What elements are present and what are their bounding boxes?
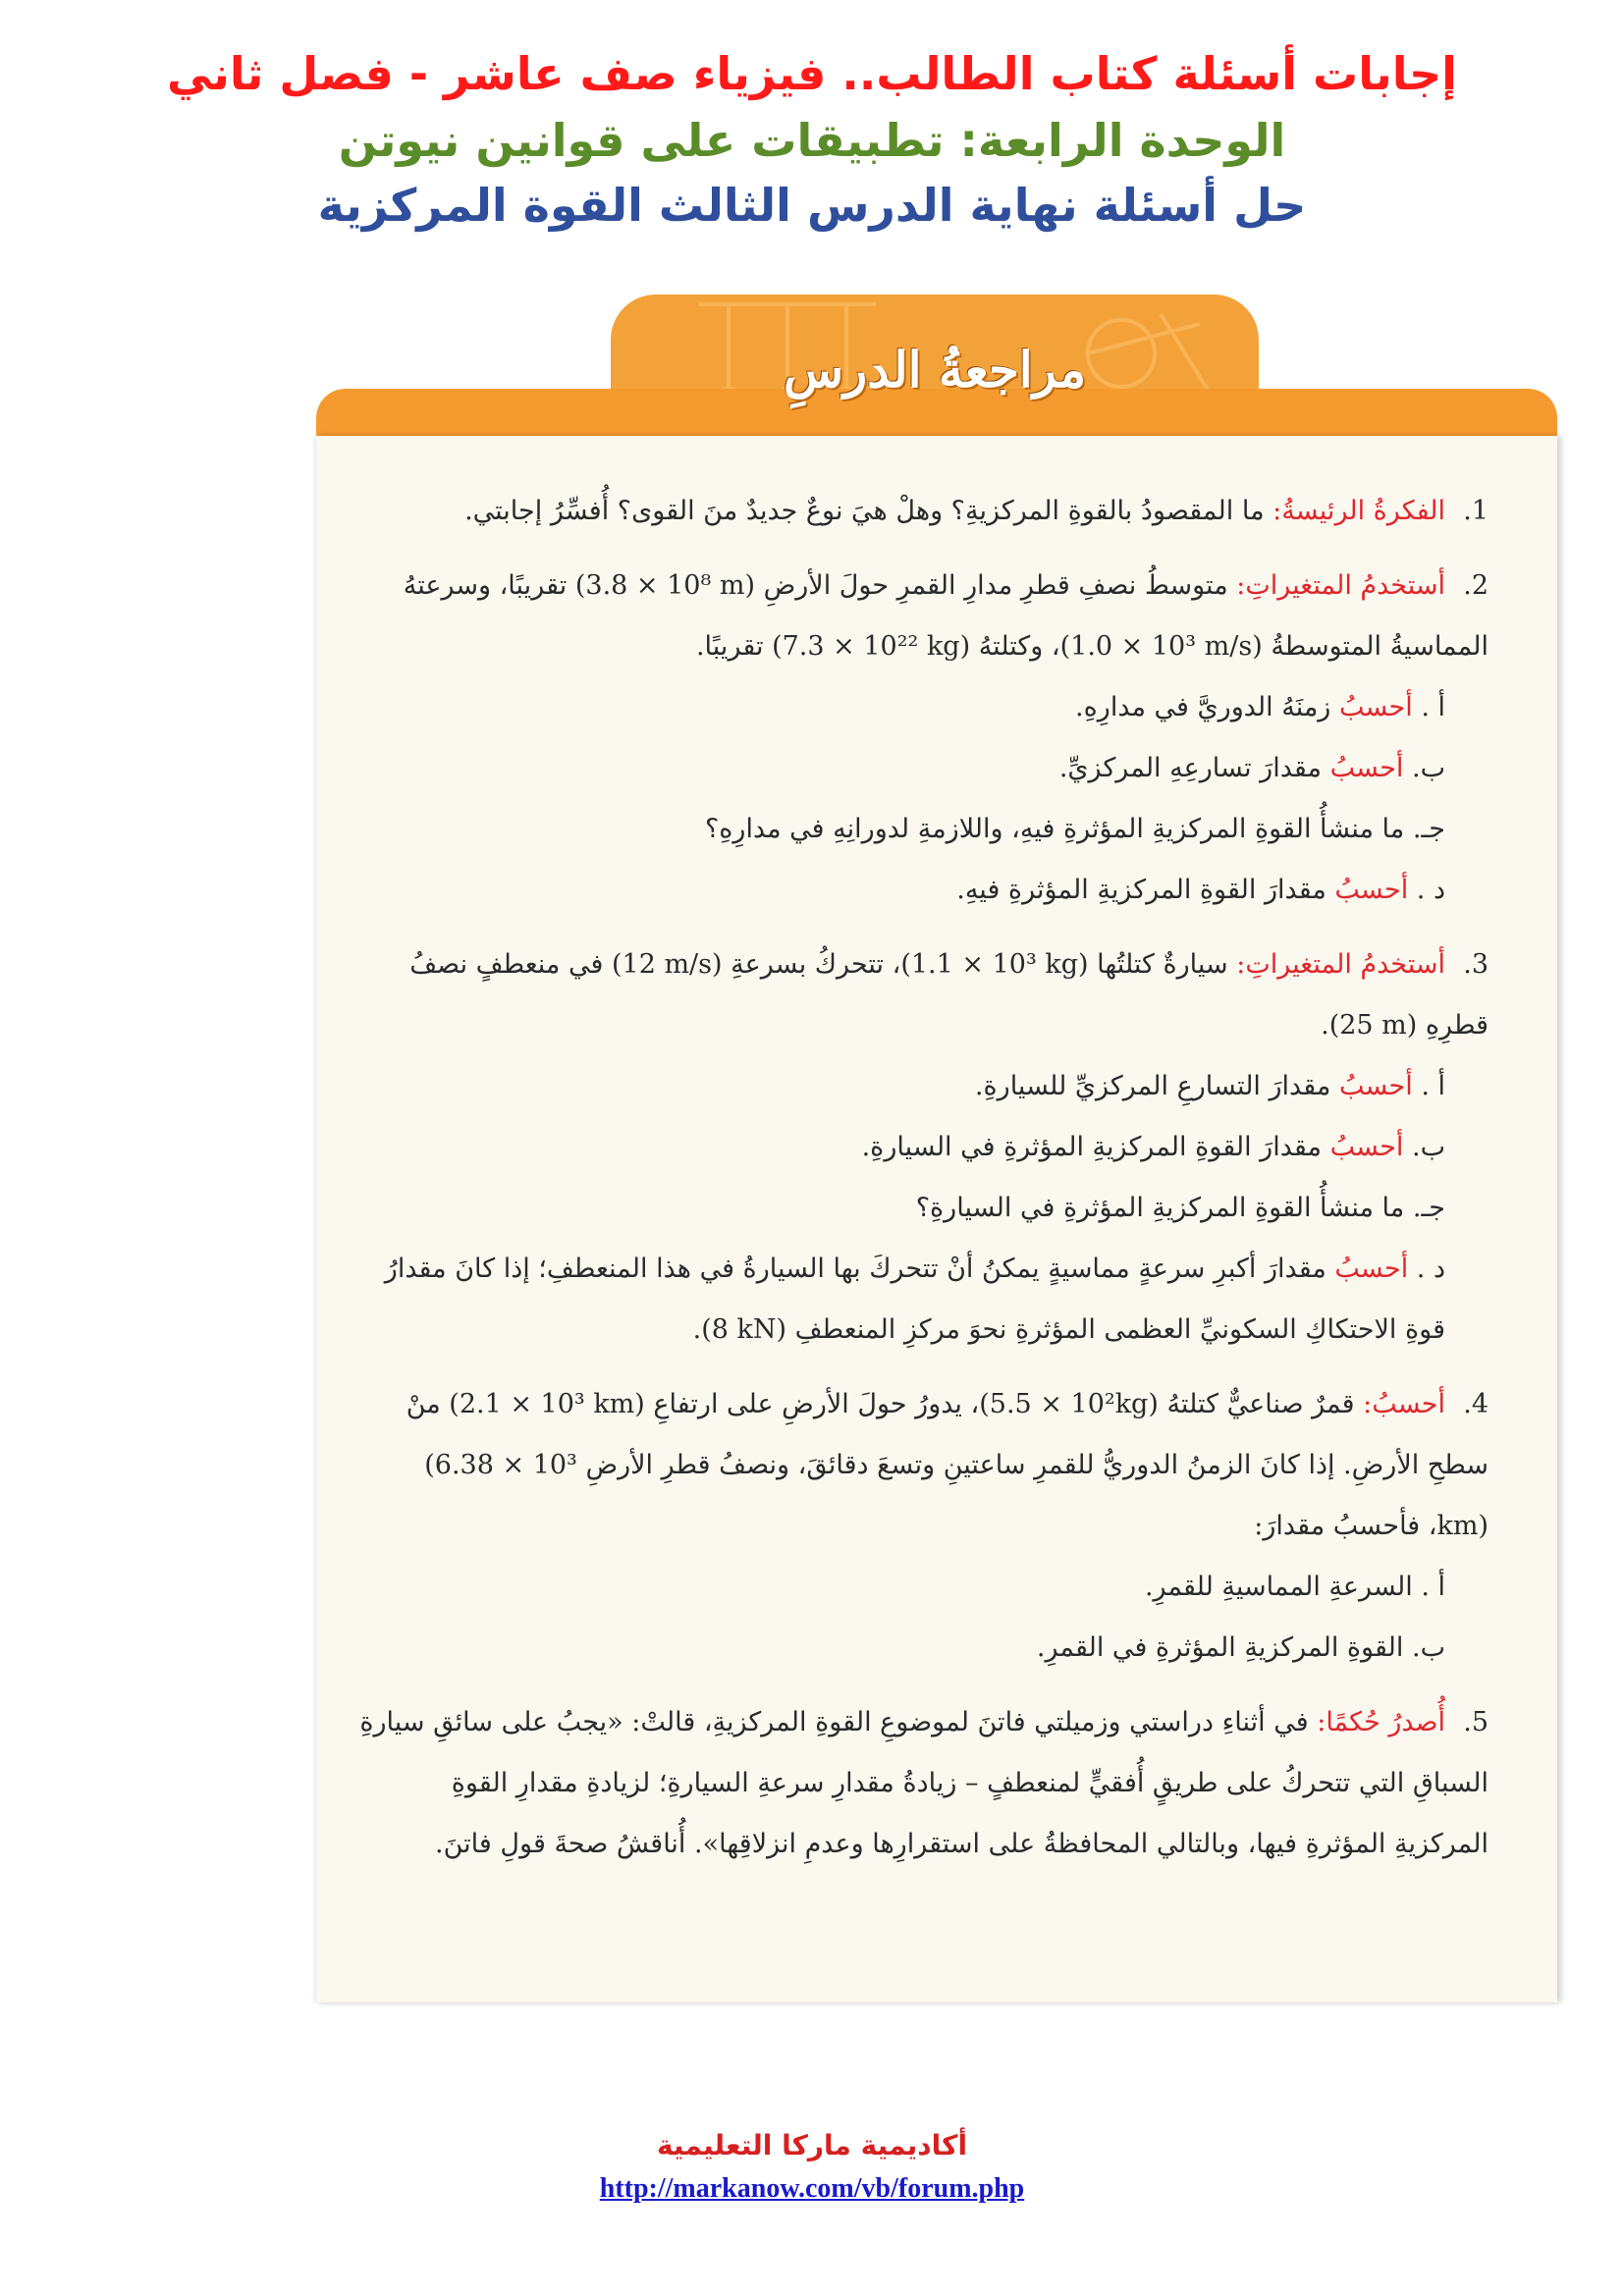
question-keyword: أحسبُ: xyxy=(1363,1389,1445,1419)
sub-text: ما منشأُ القوةِ المركزيةِ المؤثرةِ في السيارةِ؟ xyxy=(915,1193,1413,1223)
question-text: في منعطفٍ نصفُ قطرِهِ xyxy=(409,949,1489,1041)
value: (2.1 × 10³ km) xyxy=(449,1389,645,1419)
question-number: 1. xyxy=(1463,496,1489,526)
sub-label: د . xyxy=(1416,1254,1445,1284)
question-text: سيارةٌ كتلتُها xyxy=(1088,949,1237,980)
page-footer xyxy=(0,2124,1624,2211)
unit-title: الوحدة الرابعة: تطبيقات على قوانين نيوتن xyxy=(338,114,1286,167)
sub-question xyxy=(359,1618,1489,1679)
question-number: 5. xyxy=(1463,1707,1489,1737)
sub-question xyxy=(359,1178,1489,1239)
sub-label: ب. xyxy=(1411,1632,1445,1663)
question-4 xyxy=(359,1374,1489,1679)
sub-label: ب. xyxy=(1411,753,1445,783)
question-2 xyxy=(359,556,1489,921)
sub-label: د . xyxy=(1416,875,1445,905)
sub-text: مقدارَ التسارعِ المركزيِّ للسيارةِ. xyxy=(974,1071,1339,1101)
sub-keyword: أحسبُ xyxy=(1334,875,1409,905)
value: (8 kN) xyxy=(701,1314,787,1345)
sub-keyword: أحسبُ xyxy=(1329,1132,1404,1162)
sub-question xyxy=(359,1117,1489,1178)
question-text: ما المقصودُ بالقوةِ المركزيةِ؟ وهلْ هيَ نوعٌ جديدٌ منَ القوى؟ أُفسِّرُ إجابتي. xyxy=(464,496,1273,526)
question-keyword: أُصدرُ حُكمًا: xyxy=(1317,1707,1445,1737)
page-header xyxy=(0,39,1624,238)
value: (12 m/s) xyxy=(611,949,723,980)
value: (3.8 × 10⁸ m) xyxy=(574,570,756,601)
sub-text: مقدارَ تسارعِهِ المركزيِّ. xyxy=(1058,753,1330,783)
question-text: ، وكتلتهُ xyxy=(970,631,1060,662)
sub-text: ما منشأُ القوةِ المركزيةِ المؤثرةِ فيهِ، واللازمةِ لدورانِهِ في مدارِهِ؟ xyxy=(704,814,1413,844)
question-keyword: أستخدمُ المتغيراتِ: xyxy=(1236,949,1445,980)
sub-label: ب. xyxy=(1411,1132,1445,1162)
footer-link[interactable]: http://markanow.com/vb/forum.php xyxy=(599,2173,1025,2204)
question-keyword: أستخدمُ المتغيراتِ: xyxy=(1236,570,1445,601)
lesson-title: حل أسئلة نهاية الدرس الثالث القوة المركزية xyxy=(317,179,1307,232)
question-1 xyxy=(359,481,1489,542)
sub-text: مقدارَ القوةِ المركزيةِ المؤثرةِ فيهِ. xyxy=(956,875,1335,905)
question-text: في أثناءِ دراستي وزميلتي فاتنَ لموضوعِ القوةِ المركزيةِ، قالتْ: «يجبُ على سائقِ سيارةِ السباقِ التي تتحركُ على طريقٍ أُفقيٍّ لمنعطفٍ – زيادةُ مقدارِ سرعةِ السيارةِ؛ لزيادةِ مقدارِ القوةِ المركزيةِ المؤثرةِ فيها، وبالتالي المحافظةُ على استقرارِها وعدمِ انزلاقِها». أُناقشُ صحةَ قولِ فاتنَ. xyxy=(359,1707,1489,1859)
value: (1.0 × 10³ m/s) xyxy=(1059,631,1263,662)
panel-body xyxy=(316,436,1557,2002)
value: (5.5 × 10²kg) xyxy=(979,1389,1159,1419)
sub-keyword: أحسبُ xyxy=(1334,1254,1409,1284)
sub-question xyxy=(359,860,1489,921)
question-text: قمرٌ صناعيٌّ كتلتهُ xyxy=(1158,1389,1364,1419)
value: (1.1 × 10³ kg) xyxy=(900,949,1089,980)
sub-label: أ . xyxy=(1421,1572,1445,1602)
sub-question xyxy=(359,738,1489,799)
sub-question xyxy=(359,677,1489,738)
sub-label: أ . xyxy=(1421,692,1445,722)
value: (25 m) xyxy=(1328,1010,1418,1041)
sub-keyword: أحسبُ xyxy=(1329,753,1404,783)
sub-text: مقدارَ القوةِ المركزيةِ المؤثرةِ في السيارةِ. xyxy=(861,1132,1330,1162)
sub-text: القوةِ المركزيةِ المؤثرةِ في القمرِ. xyxy=(1036,1632,1412,1663)
lesson-review-panel xyxy=(316,294,1557,2002)
sub-keyword: أحسبُ xyxy=(1338,692,1413,722)
sub-label: جـ. xyxy=(1412,814,1445,844)
sub-label: أ . xyxy=(1421,1071,1445,1101)
question-3 xyxy=(359,934,1489,1361)
value: (7.3 × 10²² kg) xyxy=(772,631,971,662)
sub-question xyxy=(359,1557,1489,1618)
question-text: تقريبًا، وسرعتهُ المماسيةُ المتوسطةُ xyxy=(403,570,1489,662)
questions-list xyxy=(359,481,1489,1875)
panel-title: مراجعةُ الدرسِ xyxy=(783,341,1087,399)
header-title: إجابات أسئلة كتاب الطالب.. فيزياء صف عاشر - فصل ثاني xyxy=(167,47,1457,100)
footer-org: أكاديمية ماركا التعليمية xyxy=(656,2129,968,2162)
question-text: ، تتحركُ بسرعةِ xyxy=(722,949,901,980)
question-text: تقريبًا. xyxy=(695,631,773,662)
question-text: ، يدورُ حولَ الأرضِ على ارتفاعِ xyxy=(644,1389,980,1419)
question-5 xyxy=(359,1692,1489,1875)
question-keyword: الفكرةُ الرئيسةُ: xyxy=(1272,496,1445,526)
question-number: 3. xyxy=(1463,949,1489,980)
question-number: 2. xyxy=(1463,570,1489,601)
sub-text: مقدارَ أكبرِ سرعةٍ مماسيةٍ يمكنُ أنْ تتحركَ بها السيارةُ في هذا المنعطفِ؛ إذا كانَ مقدارُ قوةِ الاحتكاكِ السكونيِّ العظمى المؤثرةِ نحوَ مركزِ المنعطفِ xyxy=(384,1254,1445,1345)
sub-question xyxy=(359,799,1489,860)
question-text: ، فأحسبُ مقدارَ: xyxy=(1254,1511,1437,1541)
sub-question xyxy=(359,1239,1489,1361)
sub-text: . xyxy=(692,1314,702,1345)
question-text: متوسطُ نصفِ قطرِ مدارِ القمرِ حولَ الأرضِ xyxy=(755,570,1237,601)
value: (6.38 × 10³ km) xyxy=(424,1450,1489,1541)
question-text: منْ سطحِ الأرضِ. إذا كانَ الزمنُ الدوريُّ للقمرِ ساعتينِ وتسعَ دقائقَ، ونصفُ قطرِ الأرضِ xyxy=(406,1389,1489,1480)
sub-label: جـ. xyxy=(1412,1193,1445,1223)
sub-text: السرعةِ المماسيةِ للقمرِ. xyxy=(1144,1572,1422,1602)
question-number: 4. xyxy=(1463,1389,1489,1419)
sub-text: زمنَهُ الدوريَّ في مدارِهِ. xyxy=(1075,692,1339,722)
question-text: . xyxy=(1321,1010,1329,1041)
sub-question xyxy=(359,1056,1489,1117)
sub-keyword: أحسبُ xyxy=(1338,1071,1413,1101)
